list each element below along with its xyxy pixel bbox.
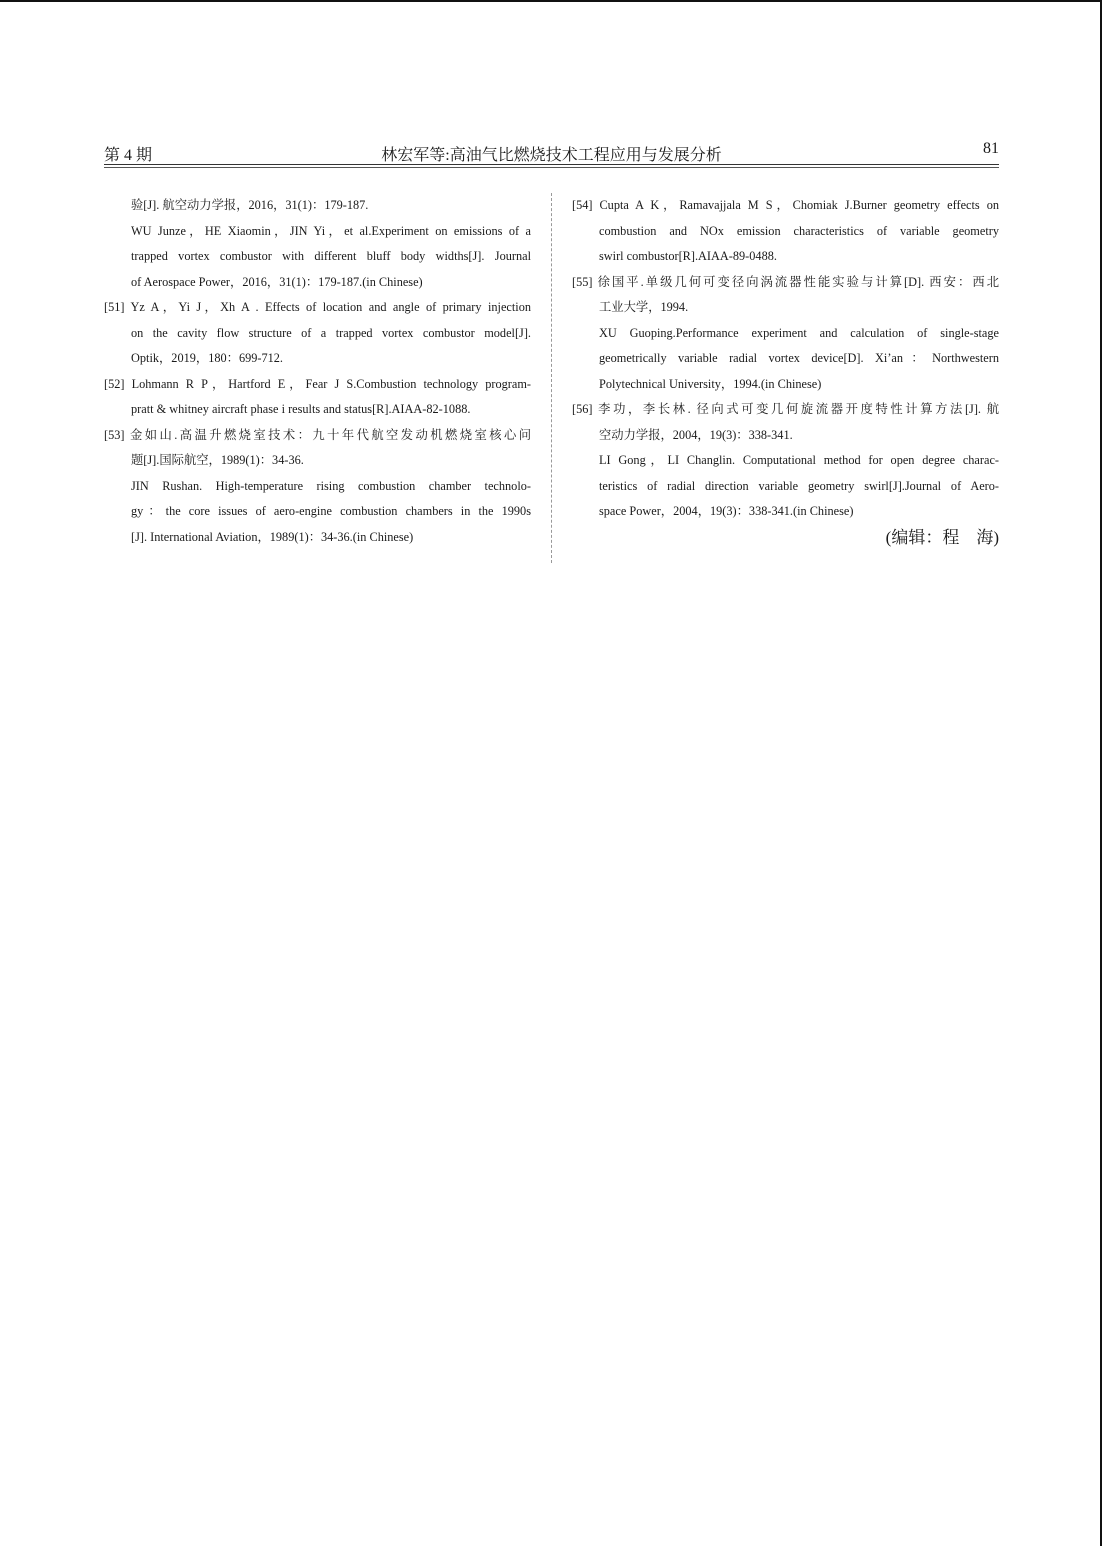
reference-52 xyxy=(104,372,531,423)
reference-line: trapped vortex combustor with different bluff body widths[J]. Journal xyxy=(131,249,531,263)
reference-line: [53] 金如山.高温升燃烧室技术：九十年代航空发动机燃烧室核心问 xyxy=(104,427,531,442)
reference-line: XU Guoping.Performance experiment and calculation of single-stage xyxy=(599,325,999,340)
reference-line: [54] Cupta A K，Ramavajjala M S，Chomiak J.Burner geometry effects on xyxy=(572,198,999,212)
left-column xyxy=(104,193,531,550)
reference-50-continued xyxy=(104,193,531,295)
reference-line: Polytechnical University，1994.(in Chinese) xyxy=(599,376,822,391)
reference-line: [51] Yz A，Yi J，Xh A . Effects of location and angle of primary injection xyxy=(104,300,531,314)
reference-51 xyxy=(104,295,531,372)
reference-line: JIN Rushan. High-temperature rising combustion chamber technolo- xyxy=(131,478,531,493)
running-header xyxy=(104,140,999,164)
reference-line: [56] 李功，李长林. 径向式可变几何旋流器开度特性计算方法[J]. 航 xyxy=(572,402,999,416)
reference-line: combustion and NOx emission characteristics of variable geometry xyxy=(599,223,999,238)
reference-line: Optik，2019，180：699-712. xyxy=(131,351,283,365)
reference-53 xyxy=(104,423,531,551)
reference-line: pratt & whitney aircraft phase i results and status[R].AIAA-82-1088. xyxy=(131,402,471,416)
reference-line: 题[J].国际航空，1989(1)：34-36. xyxy=(131,453,304,467)
editor-note: (编辑：程 海) xyxy=(885,527,999,547)
reference-line: 空动力学报，2004，19(3)：338-341. xyxy=(599,427,793,442)
reference-55 xyxy=(572,270,999,398)
header-rule xyxy=(104,164,999,165)
running-title: 林宏军等:高油气比燃烧技术工程应用与发展分析 xyxy=(381,147,722,164)
page-top-edge xyxy=(0,0,1102,2)
issue-label: 第 4 期 xyxy=(104,147,153,164)
column-divider xyxy=(551,193,552,563)
reference-line: [J]. International Aviation，1989(1)：34-36.(in Chinese) xyxy=(131,529,414,544)
reference-54 xyxy=(572,193,999,270)
reference-line: swirl combustor[R].AIAA-89-0488. xyxy=(599,249,777,263)
page-number: 81 xyxy=(983,140,999,157)
reference-line: of Aerospace Power，2016，31(1)：179-187.(in Chinese) xyxy=(131,274,423,289)
reference-line: 工业大学，1994. xyxy=(599,300,689,314)
header-rule-secondary xyxy=(104,167,999,168)
reference-line: on the cavity flow structure of a trapped vortex combustor model[J]. xyxy=(131,325,531,340)
reference-line: [52] Lohmann R P，Hartford E，Fear J S.Combustion technology program- xyxy=(104,376,531,391)
reference-line: geometrically variable radial vortex device[D]. Xi’an：Northwestern xyxy=(599,351,999,365)
reference-line: LI Gong，LI Changlin. Computational method for open degree charac- xyxy=(599,453,999,467)
reference-line: [55] 徐国平.单级几何可变径向涡流器性能实验与计算[D]. 西安：西北 xyxy=(572,274,999,289)
reference-line: teristics of radial direction variable geometry swirl[J].Journal of Aero- xyxy=(599,478,999,493)
reference-line: gy：the core issues of aero-engine combustion chambers in the 1990s xyxy=(131,504,531,518)
reference-56 xyxy=(572,397,999,525)
reference-line: 验[J]. 航空动力学报，2016，31(1)：179-187. xyxy=(131,198,369,212)
right-column xyxy=(572,193,999,553)
reference-line: WU Junze，HE Xiaomin，JIN Yi，et al.Experiment on emissions of a xyxy=(131,223,531,238)
reference-line: space Power，2004，19(3)：338-341.(in Chinese) xyxy=(599,504,854,518)
